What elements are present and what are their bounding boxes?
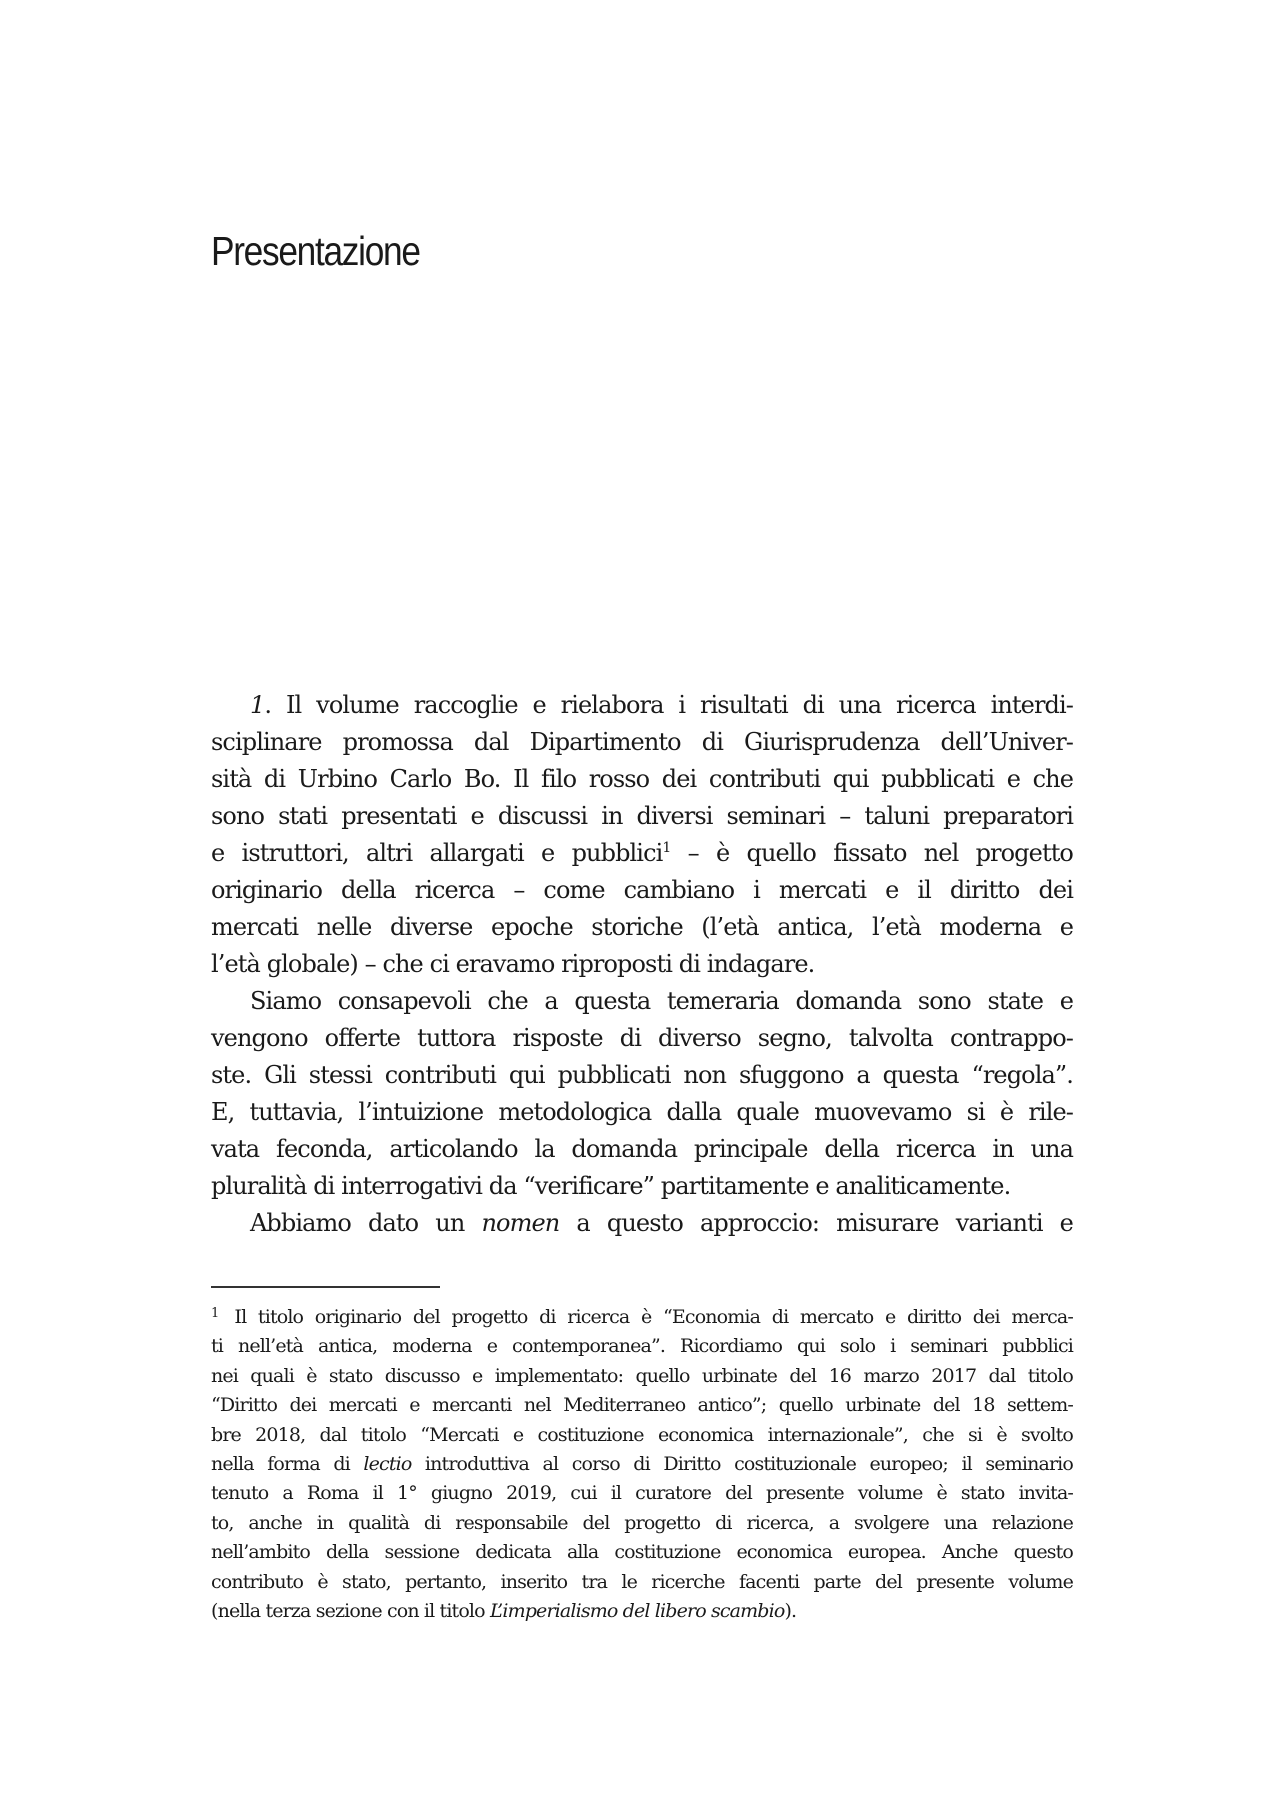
paragraph-line: l’età globale) – che ci eravamo riproposti di indagare. [211, 950, 815, 978]
footnote-line: nella forma di lectio introduttiva al corso di Diritto costituzionale europeo; il seminario [211, 1452, 1073, 1475]
paragraph-line: sità di Urbino Carlo Bo. Il filo rosso dei contributi qui pubblicati e che [211, 765, 1073, 793]
body-text [211, 687, 1073, 1242]
footnote-line: nei quali è stato discusso e implementato: quello urbinate del 16 marzo 2017 dal titolo [211, 1364, 1073, 1387]
paragraph-line: sono stati presentati e discussi in diversi seminari – taluni preparatori [211, 802, 1073, 830]
paragraph-line: vata feconda, articolando la domanda principale della ricerca in una [211, 1135, 1073, 1163]
paragraph-line: E, tuttavia, l’intuizione metodologica dalla quale muovevamo si è rile- [211, 1098, 1073, 1126]
paragraph-line: sciplinare promossa dal Dipartimento di Giurisprudenza dell’Univer- [211, 728, 1073, 756]
footnote-line: $^1$ Il titolo originario del progetto di ricerca è “Economia di mercato e diritto dei merca- [211, 1306, 1073, 1328]
footnote-line: tenuto a Roma il 1° giugno 2019, cui il curatore del presente volume è stato invita- [211, 1482, 1073, 1505]
paragraph-line: e istruttori, altri allargati e pubblici$^1$ – è quello fissato nel progetto [211, 839, 1073, 867]
footnote-line: “Diritto dei mercati e mercanti nel Mediterraneo antico”; quello urbinate del 18 settem- [211, 1394, 1073, 1417]
paragraph-line: ste. Gli stessi contributi qui pubblicati non sfuggono a questa “regola”. [211, 1061, 1073, 1089]
paragraph-line: 1. Il volume raccoglie e rielabora i risultati di una ricerca interdi- [250, 691, 1073, 719]
paragraph-line: originario della ricerca – come cambiano i mercati e il diritto dei [211, 876, 1073, 904]
section-number: 1 [250, 691, 265, 719]
footnote-line: (nella terza sezione con il titolo L’imperialismo del libero scambio). [211, 1599, 797, 1622]
paragraph-line: pluralità di interrogativi da “verificare” partitamente e analiticamente. [211, 1172, 1011, 1200]
footnote-separator [211, 1286, 440, 1288]
footnote-number: 1 [211, 1306, 219, 1321]
footnote-reference[interactable]: 1 [662, 840, 671, 856]
footnote-line: nell’ambito della sessione dedicata alla costituzione economica europea. Anche questo [211, 1541, 1073, 1564]
footnote-line: contributo è stato, pertanto, inserito tra le ricerche facenti parte del presente volume [211, 1570, 1073, 1593]
paragraph-line: Abbiamo dato un nomen a questo approccio: misurare varianti e [250, 1209, 1073, 1237]
footnote-line: ti nell’età antica, moderna e contemporanea”. Ricordiamo qui solo i seminari pubblici [211, 1335, 1073, 1358]
footnote-line: to, anche in qualità di responsabile del progetto di ricerca, a svolgere una relazione [211, 1511, 1073, 1534]
paragraph-line: mercati nelle diverse epoche storiche (l’età antica, l’età moderna e [211, 913, 1073, 941]
page-title: Presentazione [211, 228, 420, 274]
paragraph-line: vengono offerte tuttora risposte di diverso segno, talvolta contrappo- [211, 1024, 1073, 1052]
footnote [211, 1303, 1073, 1626]
paragraph-line: Siamo consapevoli che a questa temeraria domanda sono state e [250, 987, 1073, 1015]
footnote-line: bre 2018, dal titolo “Mercati e costituzione economica internazionale”, che si è svolto [211, 1423, 1073, 1446]
